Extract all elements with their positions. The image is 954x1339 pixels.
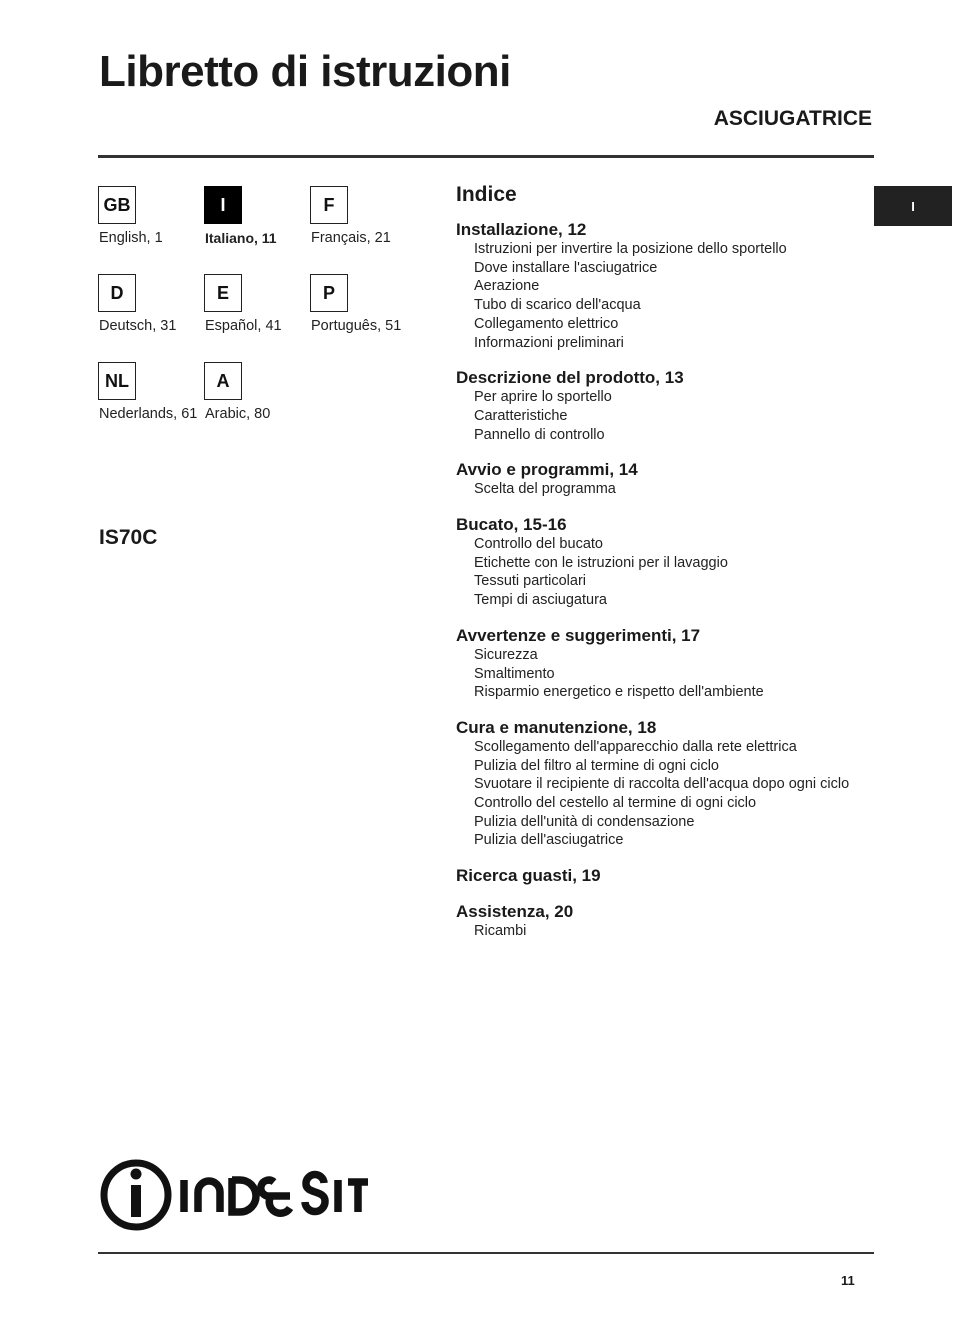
toc-item[interactable]: Ricambi [474, 923, 527, 940]
language-label-d: Deutsch, 31 [99, 318, 177, 334]
top-divider [98, 155, 874, 158]
toc-item[interactable]: Tubo di scarico dell'acqua [474, 297, 641, 314]
toc-item[interactable]: Tempi di asciugatura [474, 592, 607, 609]
toc-section [456, 220, 886, 352]
language-button-f[interactable]: F [310, 186, 348, 224]
page-title: Libretto di istruzioni [99, 47, 511, 96]
toc-section [456, 626, 886, 702]
toc-section [456, 902, 886, 941]
toc-item[interactable]: Pannello di controllo [474, 426, 605, 443]
toc-section-heading[interactable]: Assistenza, 20 [456, 902, 574, 922]
toc-section-heading[interactable]: Descrizione del prodotto, 13 [456, 368, 684, 388]
toc-section [456, 460, 886, 499]
toc-section [456, 515, 886, 610]
toc-sections [456, 220, 886, 941]
toc-item[interactable]: Pulizia del filtro al termine di ogni ciclo [474, 757, 719, 774]
toc-item[interactable]: Etichette con le istruzioni per il lavaggio [474, 554, 728, 571]
toc-item[interactable]: Scelta del programma [474, 481, 616, 498]
language-button-a[interactable]: A [204, 362, 242, 400]
language-label-e: Español, 41 [205, 318, 282, 334]
toc-item[interactable]: Controllo del cestello al termine di ogni ciclo [474, 795, 757, 812]
model-number: IS70C [99, 526, 158, 549]
toc-item[interactable]: Istruzioni per invertire la posizione dello sportello [474, 241, 787, 257]
toc-item[interactable]: Controllo del bucato [474, 536, 603, 553]
toc-section-heading[interactable]: Ricerca guasti, 19 [456, 866, 601, 886]
toc-item[interactable]: Collegamento elettrico [474, 315, 619, 332]
language-button-nl[interactable]: NL [98, 362, 136, 400]
toc-item[interactable]: Tessuti particolari [474, 573, 587, 590]
language-label-nl: Nederlands, 61 [99, 406, 198, 422]
language-label-f: Français, 21 [311, 230, 391, 246]
language-button-gb[interactable]: GB [98, 186, 136, 224]
language-button-d[interactable]: D [98, 274, 136, 312]
toc-section-heading[interactable]: Avvio e programmi, 14 [456, 460, 638, 480]
toc-item[interactable]: Dove installare l'asciugatrice [474, 259, 658, 276]
toc-section-heading[interactable]: Bucato, 15-16 [456, 515, 567, 535]
toc-item[interactable]: Smaltimento [474, 665, 555, 682]
toc-item[interactable]: Risparmio energetico e rispetto dell'ambiente [474, 684, 764, 701]
language-button-i[interactable]: I [204, 186, 242, 224]
language-button-e[interactable]: E [204, 274, 242, 312]
toc-item[interactable]: Per aprire lo sportello [474, 389, 612, 406]
language-label-p: Português, 51 [311, 318, 402, 334]
toc-item[interactable]: Pulizia dell'unità di condensazione [474, 813, 695, 830]
page-number: 11 [841, 1273, 855, 1288]
language-label-a: Arabic, 80 [205, 406, 271, 422]
language-label-gb: English, 1 [99, 230, 163, 246]
toc-item[interactable]: Aerazione [474, 278, 540, 295]
toc-section [456, 718, 886, 850]
toc-item[interactable]: Svuotare il recipiente di raccolta dell'acqua dopo ogni ciclo [474, 776, 850, 793]
bottom-divider [98, 1252, 874, 1254]
toc-section [456, 368, 886, 444]
toc-section-heading[interactable]: Installazione, 12 [456, 220, 587, 239]
indesit-logo-icon [100, 1158, 370, 1232]
toc-item[interactable]: Informazioni preliminari [474, 334, 624, 351]
toc-item[interactable]: Pulizia dell'asciugatrice [474, 832, 624, 849]
toc-item[interactable]: Sicurezza [474, 646, 538, 663]
toc-section [456, 866, 886, 886]
toc-section-heading[interactable]: Cura e manutenzione, 18 [456, 717, 657, 737]
product-type: ASCIUGATRICE [713, 107, 872, 130]
toc-item[interactable]: Scollegamento dell'apparecchio dalla rete elettrica [474, 738, 797, 755]
language-label-i: Italiano, 11 [205, 230, 277, 246]
toc-title: Indice [456, 183, 517, 206]
toc-section-heading[interactable]: Avvertenze e suggerimenti, 17 [456, 625, 701, 645]
language-button-p[interactable]: P [310, 274, 348, 312]
language-side-tab[interactable]: I [874, 186, 952, 226]
toc-item[interactable]: Caratteristiche [474, 407, 568, 424]
table-of-contents [456, 182, 886, 957]
